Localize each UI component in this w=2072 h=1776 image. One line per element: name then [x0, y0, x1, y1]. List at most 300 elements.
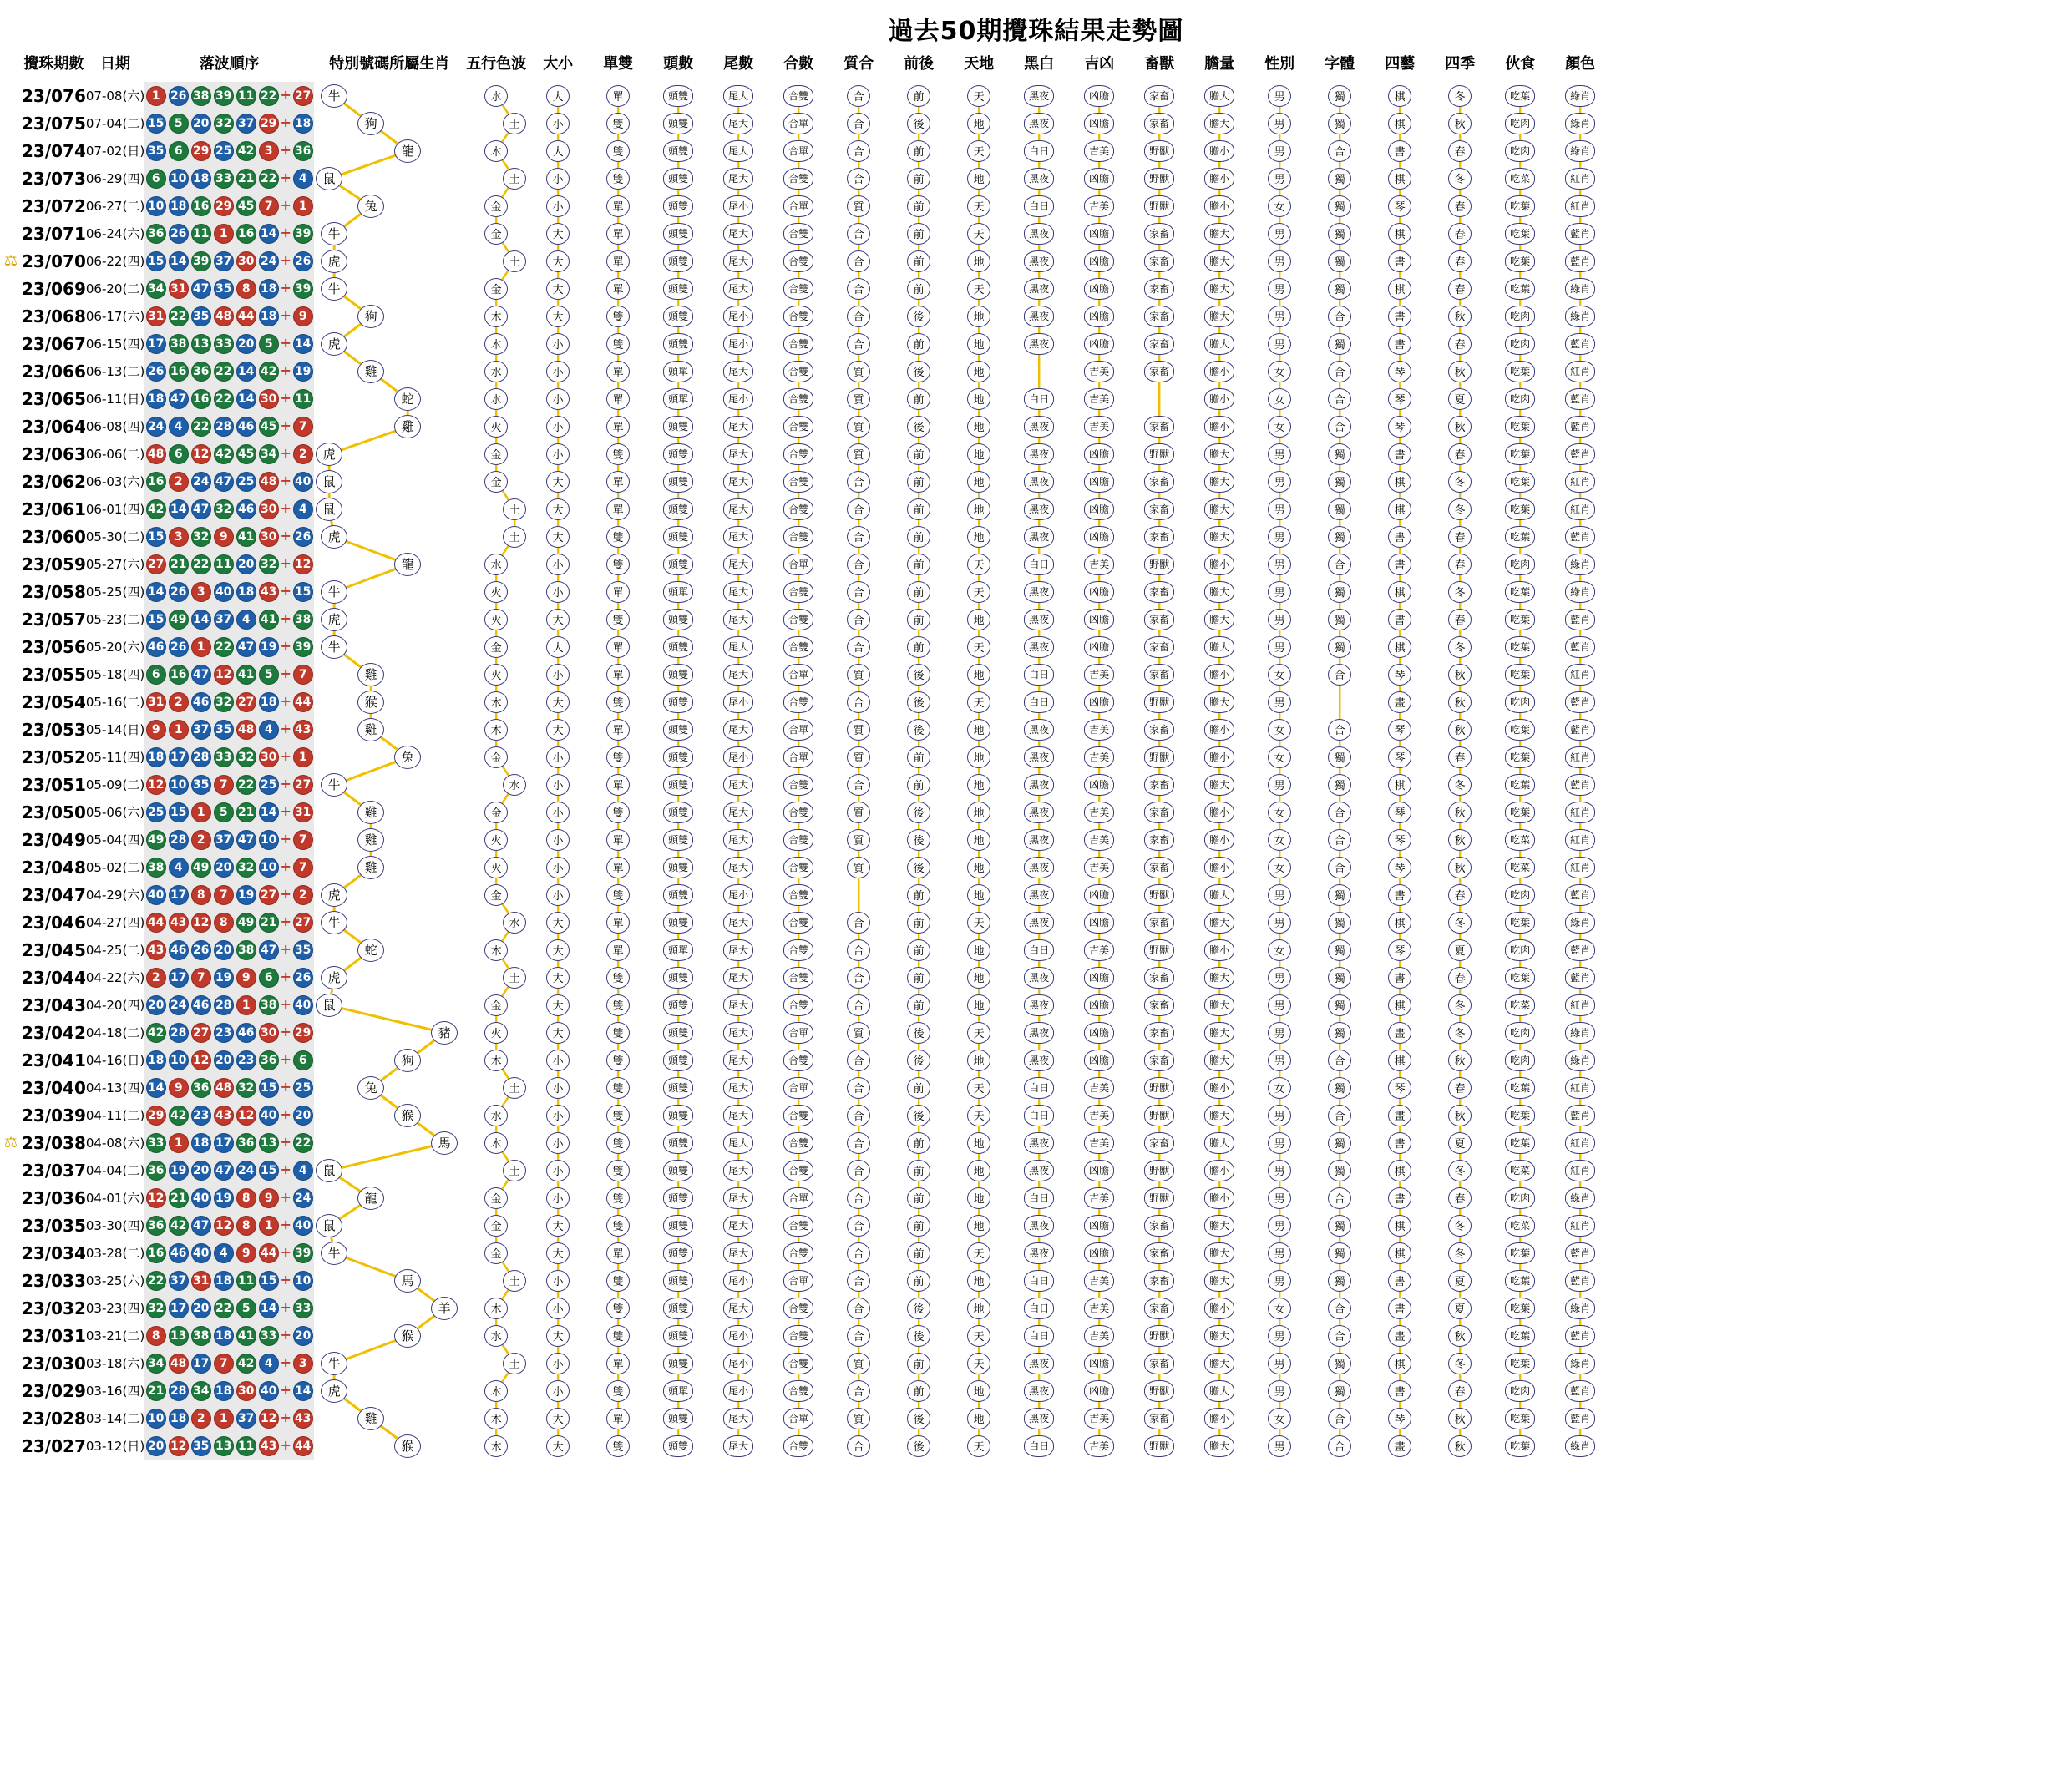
issue-number[interactable]: 23/048 [22, 857, 86, 878]
attr-value: 頭雙 [663, 746, 693, 768]
attr-value: 凶膽 [1084, 333, 1114, 355]
table-row[interactable] [0, 164, 1610, 192]
attr-質合 [828, 164, 889, 192]
attr-字體 [1310, 412, 1370, 440]
table-row[interactable] [0, 192, 1610, 220]
attr-value: 女 [1268, 195, 1291, 217]
issue-number[interactable]: 23/042 [22, 1022, 86, 1043]
table-row[interactable] [0, 1129, 1610, 1156]
attr-value: 合 [1328, 802, 1351, 823]
attr-合數 [768, 716, 828, 743]
table-row[interactable] [0, 826, 1610, 853]
attr-value: 琴 [1388, 416, 1411, 438]
attr-伙食 [1490, 688, 1550, 716]
table-row[interactable] [0, 523, 1610, 550]
table-row[interactable] [0, 964, 1610, 991]
attr-value: 獨 [1328, 250, 1351, 272]
attr-頭數 [648, 660, 708, 688]
attr-四藝 [1370, 826, 1430, 853]
plus-sign: + [280, 968, 291, 984]
plus-sign: + [280, 279, 291, 296]
issue-number[interactable]: 23/045 [22, 939, 86, 960]
ball: 1 [214, 224, 234, 244]
attr-value: 吃葉 [1505, 636, 1535, 658]
table-row[interactable] [0, 1294, 1610, 1322]
issue-number[interactable]: 23/074 [22, 140, 86, 161]
issue-number[interactable]: 23/039 [22, 1105, 86, 1126]
attr-value: 紅肖 [1565, 1077, 1595, 1099]
attr-吉凶 [1069, 412, 1129, 440]
attr-尾數 [708, 1074, 768, 1101]
attr-伙食 [1490, 660, 1550, 688]
ball: 26 [191, 940, 211, 960]
issue-number[interactable]: 23/050 [22, 802, 86, 822]
attr-四藝 [1370, 1239, 1430, 1267]
ball: 10 [146, 196, 166, 216]
attr-value: 頭雙 [663, 636, 693, 658]
jackpot-crown-icon [0, 440, 22, 468]
attr-四季 [1430, 1294, 1490, 1322]
attr-value: 小 [546, 829, 570, 851]
plus-sign: + [280, 141, 291, 158]
attr-前後 [889, 936, 949, 964]
attr-value: 膽大 [1204, 306, 1234, 327]
table-row[interactable] [0, 275, 1610, 302]
issue-number[interactable]: 23/035 [22, 1215, 86, 1236]
zodiac-bubble: 鼠 [316, 498, 342, 521]
attr-value: 合 [1328, 1105, 1351, 1126]
attr-value: 膽小 [1204, 1408, 1234, 1429]
attr-value: 合 [1328, 306, 1351, 327]
table-row[interactable] [0, 881, 1610, 908]
issue-number[interactable]: 23/054 [22, 691, 86, 712]
attr-單雙 [588, 826, 648, 853]
attr-value: 合 [847, 1132, 870, 1154]
attr-value: 合 [847, 471, 870, 493]
attr-value: 大 [546, 278, 570, 300]
attr-value: 質 [847, 857, 870, 878]
ball: 36 [146, 224, 166, 244]
attr-value: 合 [847, 609, 870, 630]
ball: 4 [169, 417, 189, 437]
attr-四藝 [1370, 1019, 1430, 1046]
attr-value: 質 [847, 719, 870, 741]
table-row[interactable] [0, 1349, 1610, 1377]
ball: 31 [146, 306, 166, 326]
table-row[interactable] [0, 936, 1610, 964]
attr-value: 前 [907, 223, 930, 245]
attr-吉凶 [1069, 495, 1129, 523]
table-row[interactable] [0, 1239, 1610, 1267]
attr-value: 野獸 [1144, 1380, 1174, 1402]
attr-膽量 [1189, 660, 1249, 688]
attr-value: 獨 [1328, 278, 1351, 300]
attr-value: 木 [484, 691, 508, 713]
attr-value: 獨 [1328, 333, 1351, 355]
attr-value: 合單 [783, 1077, 813, 1099]
issue-number[interactable]: 23/046 [22, 912, 86, 933]
attr-value: 凶膽 [1084, 774, 1114, 796]
attr-畜獸 [1129, 1129, 1189, 1156]
attr-value: 水 [484, 85, 508, 107]
table-row[interactable] [0, 578, 1610, 605]
issue-number[interactable]: 23/037 [22, 1160, 86, 1181]
attr-value: 膽小 [1204, 802, 1234, 823]
table-row[interactable] [0, 771, 1610, 798]
attr-字體 [1310, 853, 1370, 881]
issue-number[interactable]: 23/036 [22, 1187, 86, 1208]
table-row[interactable] [0, 330, 1610, 357]
zodiac-cell [314, 1432, 464, 1460]
attr-吉凶 [1069, 302, 1129, 330]
attr-value: 頭雙 [663, 113, 693, 134]
attr-質合 [828, 1019, 889, 1046]
attr-value: 吃菜 [1505, 1160, 1535, 1181]
attr-字體 [1310, 220, 1370, 247]
attr-value: 地 [967, 774, 990, 796]
ball: 32 [236, 858, 256, 878]
attr-value: 凶膽 [1084, 1380, 1114, 1402]
attr-四季 [1430, 357, 1490, 385]
table-row[interactable] [0, 1046, 1610, 1074]
attr-value: 家畜 [1144, 636, 1174, 658]
attr-天地 [949, 550, 1009, 578]
attr-字體 [1310, 991, 1370, 1019]
table-row[interactable] [0, 743, 1610, 771]
attr-value: 頭雙 [663, 1077, 693, 1099]
attr-天地 [949, 798, 1009, 826]
attr-value: 獨 [1328, 1215, 1351, 1237]
issue-number[interactable]: 23/051 [22, 774, 86, 795]
draw-balls [144, 605, 314, 633]
table-row[interactable] [0, 109, 1610, 137]
table-row[interactable] [0, 468, 1610, 495]
draw-balls [144, 660, 314, 688]
attr-五行色波 [464, 1322, 528, 1349]
attr-value: 吃肉 [1505, 554, 1535, 575]
issue-number[interactable]: 23/062 [22, 471, 86, 492]
issue-number[interactable]: 23/063 [22, 443, 86, 464]
table-row[interactable] [0, 357, 1610, 385]
ball: 18 [214, 1326, 234, 1346]
ball: 12 [191, 913, 211, 933]
table-row[interactable] [0, 412, 1610, 440]
issue-number[interactable]: 23/056 [22, 636, 86, 657]
table-row[interactable] [0, 605, 1610, 633]
table-row[interactable] [0, 633, 1610, 660]
attr-value: 合雙 [783, 85, 813, 107]
attr-value: 大 [546, 85, 570, 107]
table-row[interactable] [0, 247, 1610, 275]
attr-顏色 [1550, 220, 1610, 247]
attr-合數 [768, 936, 828, 964]
issue-number[interactable]: 23/044 [22, 967, 86, 988]
issue-number[interactable]: 23/030 [22, 1353, 86, 1374]
attr-value: 膽大 [1204, 1215, 1234, 1237]
attr-頭數 [648, 1349, 708, 1377]
attr-value: 火 [484, 609, 508, 630]
ball: 27 [259, 885, 279, 905]
attr-value: 凶膽 [1084, 471, 1114, 493]
plus-sign: + [280, 1409, 291, 1425]
issue-number[interactable]: 23/031 [22, 1325, 86, 1346]
draw-balls [144, 137, 314, 164]
attr-value: 吃肉 [1505, 140, 1535, 162]
attr-value: 雙 [606, 1187, 630, 1209]
issue-number[interactable]: 23/075 [22, 113, 86, 134]
attr-value: 野獸 [1144, 1077, 1174, 1099]
table-row[interactable] [0, 660, 1610, 688]
attr-value: 吉美 [1084, 857, 1114, 878]
draw-date: 04-04(二) [85, 1163, 145, 1178]
attr-大小 [528, 412, 588, 440]
attr-value: 木 [484, 1050, 508, 1071]
table-row[interactable] [0, 991, 1610, 1019]
issue-number[interactable]: 23/060 [22, 526, 86, 547]
attr-value: 棋 [1388, 85, 1411, 107]
attr-伙食 [1490, 192, 1550, 220]
plus-sign: + [280, 1106, 291, 1122]
issue-number[interactable]: 23/070 [22, 250, 86, 271]
ball: 49 [191, 858, 211, 878]
ball: 41 [236, 1326, 256, 1346]
table-row[interactable] [0, 1322, 1610, 1349]
issue-number[interactable]: 23/038 [22, 1132, 86, 1153]
attr-伙食 [1490, 771, 1550, 798]
issue-number[interactable]: 23/065 [22, 388, 86, 409]
table-row[interactable] [0, 495, 1610, 523]
issue-number[interactable]: 23/072 [22, 195, 86, 216]
issue-number[interactable]: 23/052 [22, 746, 86, 767]
attr-value: 合 [847, 1435, 870, 1457]
attr-value: 白日 [1024, 939, 1054, 961]
ball: 29 [259, 114, 279, 134]
zodiac-bubble: 兔 [394, 746, 421, 769]
attr-四季 [1430, 578, 1490, 605]
table-row[interactable] [0, 908, 1610, 936]
attr-value: 白日 [1024, 195, 1054, 217]
table-row[interactable] [0, 220, 1610, 247]
attr-質合 [828, 578, 889, 605]
attr-value: 藍肖 [1565, 443, 1595, 465]
table-row[interactable] [0, 550, 1610, 578]
attr-value: 白日 [1024, 1077, 1054, 1099]
table-row[interactable] [0, 1156, 1610, 1184]
issue-number[interactable]: 23/040 [22, 1077, 86, 1098]
attr-value: 膽大 [1204, 1435, 1234, 1457]
issue-number[interactable]: 23/064 [22, 416, 86, 437]
attr-value: 合雙 [783, 361, 813, 382]
attr-字體 [1310, 192, 1370, 220]
jackpot-crown-icon [0, 1239, 22, 1267]
attr-吉凶 [1069, 192, 1129, 220]
draw-date: 06-08(四) [85, 419, 145, 434]
jackpot-crown-icon [0, 826, 22, 853]
ball: 9 [146, 720, 166, 740]
attr-天地 [949, 936, 1009, 964]
table-row[interactable] [0, 137, 1610, 164]
table-row[interactable] [0, 1432, 1610, 1460]
attr-吉凶 [1069, 908, 1129, 936]
issue-number[interactable]: 23/057 [22, 609, 86, 630]
issue-number[interactable]: 23/049 [22, 829, 86, 850]
page-title: 過去50期攪珠結果走勢圖 [888, 17, 1184, 46]
ball: 17 [214, 1133, 234, 1153]
attr-合數 [768, 550, 828, 578]
ball: 17 [169, 968, 189, 988]
draw-date: 06-01(四) [85, 502, 145, 517]
attr-前後 [889, 771, 949, 798]
issue-number[interactable]: 23/032 [22, 1298, 86, 1318]
attr-value: 地 [967, 857, 990, 878]
attr-value: 合 [847, 1298, 870, 1319]
table-row[interactable] [0, 1019, 1610, 1046]
attr-value: 頭單 [663, 361, 693, 382]
issue-number[interactable]: 23/027 [22, 1435, 86, 1456]
attr-value: 合 [847, 526, 870, 548]
attr-value: 膽大 [1204, 333, 1234, 355]
attr-伙食 [1490, 357, 1550, 385]
issue-number[interactable]: 23/055 [22, 664, 86, 685]
attr-value: 小 [546, 802, 570, 823]
attr-value: 藍肖 [1565, 939, 1595, 961]
table-row[interactable] [0, 1267, 1610, 1294]
attr-value: 大 [546, 719, 570, 741]
table-row[interactable] [0, 1101, 1610, 1129]
attr-合數 [768, 440, 828, 468]
attr-value: 地 [967, 994, 990, 1016]
attr-value: 合雙 [783, 802, 813, 823]
draw-balls [144, 495, 314, 523]
ball: 6 [146, 665, 166, 685]
attr-value: 膽小 [1204, 746, 1234, 768]
attr-value: 後 [907, 664, 930, 686]
attr-吉凶 [1069, 1212, 1129, 1239]
attr-value: 合雙 [783, 471, 813, 493]
attr-前後 [889, 991, 949, 1019]
table-row[interactable] [0, 302, 1610, 330]
attr-尾數 [708, 192, 768, 220]
attr-四季 [1430, 468, 1490, 495]
issue-number[interactable]: 23/053 [22, 719, 86, 740]
attr-單雙 [588, 137, 648, 164]
jackpot-crown-icon [0, 1019, 22, 1046]
attr-value: 地 [967, 388, 990, 410]
table-row[interactable] [0, 1074, 1610, 1101]
issue-number[interactable]: 23/069 [22, 278, 86, 299]
attr-value: 吃菜 [1505, 857, 1535, 878]
issue-number[interactable]: 23/029 [22, 1380, 86, 1401]
attr-四藝 [1370, 1046, 1430, 1074]
issue-number[interactable]: 23/034 [22, 1242, 86, 1263]
table-row[interactable] [0, 716, 1610, 743]
attr-value: 書 [1388, 526, 1411, 548]
issue-number[interactable]: 23/058 [22, 581, 86, 602]
attr-value: 吉美 [1084, 719, 1114, 741]
issue-number[interactable]: 23/066 [22, 361, 86, 382]
table-row[interactable] [0, 385, 1610, 412]
table-row[interactable] [0, 1404, 1610, 1432]
attr-膽量 [1189, 1322, 1249, 1349]
table-row[interactable] [0, 688, 1610, 716]
attr-黑白 [1009, 1404, 1069, 1432]
ball: 20 [146, 1436, 166, 1456]
attr-value: 膽小 [1204, 939, 1234, 961]
issue-number[interactable]: 23/073 [22, 168, 86, 189]
table-row[interactable] [0, 798, 1610, 826]
attr-吉凶 [1069, 826, 1129, 853]
attr-value: 春 [1448, 884, 1472, 906]
ball: 22 [191, 417, 211, 437]
issue-number[interactable]: 23/028 [22, 1408, 86, 1429]
attr-黑白 [1009, 550, 1069, 578]
issue-number[interactable]: 23/059 [22, 554, 86, 574]
issue-number[interactable]: 23/033 [22, 1270, 86, 1291]
attr-合數 [768, 743, 828, 771]
attr-膽量 [1189, 1432, 1249, 1460]
attr-value: 尾小 [723, 1380, 753, 1402]
jackpot-crown-icon [0, 771, 22, 798]
table-row[interactable] [0, 1377, 1610, 1404]
attr-value: 獨 [1328, 939, 1351, 961]
attr-value: 秋 [1448, 361, 1472, 382]
table-row[interactable] [0, 1212, 1610, 1239]
issue-number[interactable]: 23/068 [22, 306, 86, 326]
issue-number[interactable]: 23/071 [22, 223, 86, 244]
attr-value: 雙 [606, 691, 630, 713]
issue-number[interactable]: 23/067 [22, 333, 86, 354]
ball: 41 [236, 665, 256, 685]
issue-number[interactable]: 23/076 [22, 85, 86, 106]
attr-性別 [1249, 137, 1310, 164]
draw-date: 03-28(二) [85, 1246, 145, 1261]
attr-質合 [828, 302, 889, 330]
attr-顏色 [1550, 688, 1610, 716]
issue-number[interactable]: 23/041 [22, 1050, 86, 1070]
attr-value: 黑夜 [1024, 333, 1054, 355]
attr-value: 冬 [1448, 168, 1472, 190]
issue-number[interactable]: 23/061 [22, 498, 86, 519]
draw-balls [144, 330, 314, 357]
attr-伙食 [1490, 275, 1550, 302]
attr-value: 小 [546, 443, 570, 465]
issue-number[interactable]: 23/043 [22, 994, 86, 1015]
attr-value: 秋 [1448, 1105, 1472, 1126]
attr-value: 吃葉 [1505, 1105, 1535, 1126]
ball: 12 [214, 1216, 234, 1236]
attr-顏色 [1550, 1404, 1610, 1432]
special-ball: 14 [293, 1381, 313, 1401]
attr-value: 地 [967, 664, 990, 686]
table-row[interactable] [0, 1184, 1610, 1212]
table-row[interactable] [0, 82, 1610, 109]
attr-天地 [949, 192, 1009, 220]
attr-value: 春 [1448, 333, 1472, 355]
ball: 17 [169, 1298, 189, 1318]
ball: 16 [146, 472, 166, 492]
attr-天地 [949, 468, 1009, 495]
table-row[interactable] [0, 440, 1610, 468]
table-row[interactable] [0, 853, 1610, 881]
attr-黑白 [1009, 247, 1069, 275]
attr-value: 地 [967, 609, 990, 630]
attr-value: 凶膽 [1084, 113, 1114, 134]
attr-字體 [1310, 660, 1370, 688]
attr-吉凶 [1069, 1377, 1129, 1404]
attr-value: 吉美 [1084, 416, 1114, 438]
issue-number[interactable]: 23/047 [22, 884, 86, 905]
attr-性別 [1249, 523, 1310, 550]
